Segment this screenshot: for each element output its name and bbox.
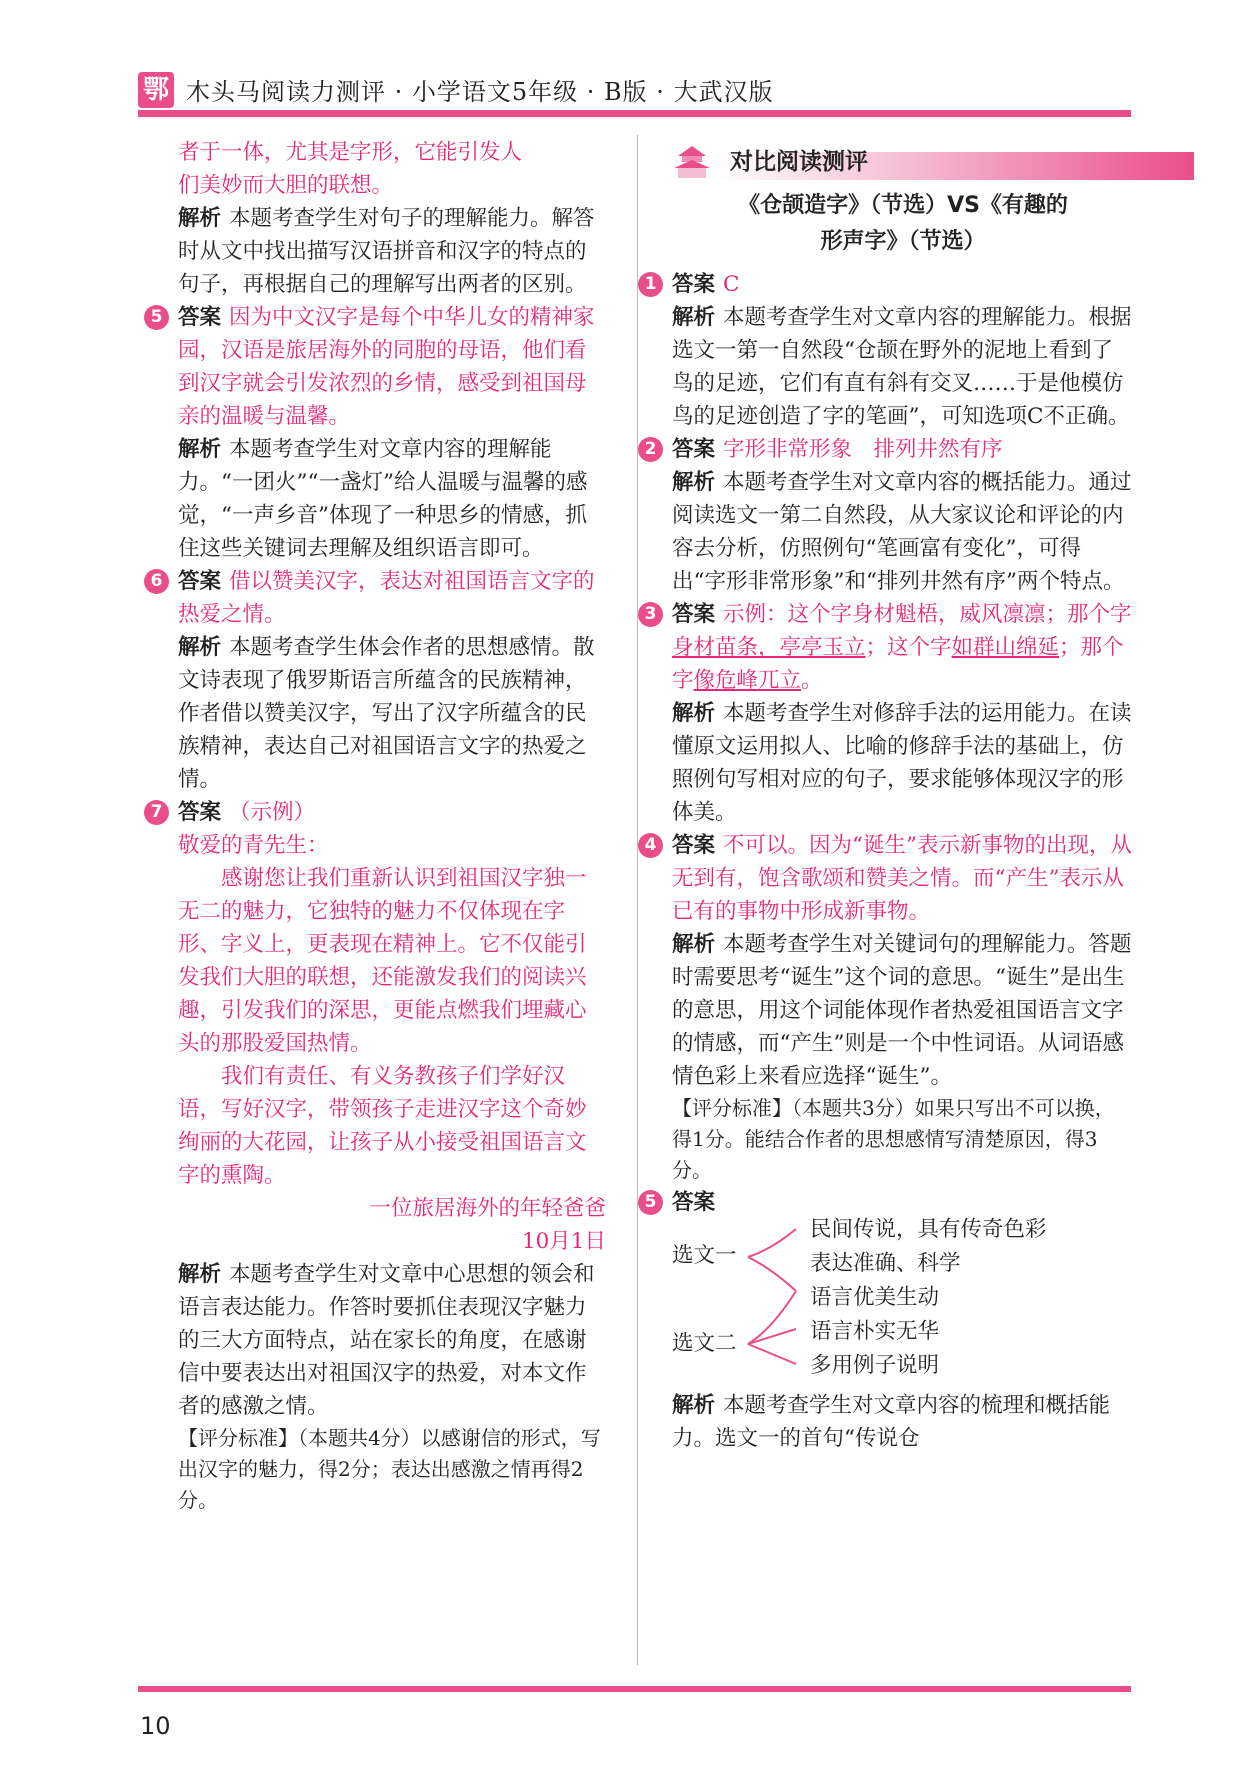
r1-answer	[644, 268, 1134, 301]
letter-date: 10月1日	[521, 1229, 606, 1254]
r3-answer-d: 。	[801, 668, 823, 693]
answer-label: 答案	[178, 569, 222, 594]
r2-analysis	[672, 466, 1134, 598]
q5-analysis	[178, 433, 606, 565]
right-column	[644, 140, 1134, 1455]
analysis-label: 解析	[672, 701, 716, 726]
letter-signature: 一位旅居海外的年轻爸爸	[369, 1196, 606, 1221]
diagram-item-1: 民间传说，具有传奇色彩	[810, 1217, 1047, 1242]
r4-answer	[644, 829, 1134, 928]
r3-answer	[644, 598, 1134, 697]
q7-number: 7	[144, 800, 169, 825]
q5-answer-text: 因为中文汉字是每个中华儿女的精神家园，汉语是旅居海外的同胞的母语，他们看到汉字就会引发浓烈的乡情，感受到祖国母亲的温暖与温馨。	[178, 305, 595, 429]
r1-answer-text: C	[723, 272, 740, 297]
q7-analysis-text: 本题考查学生对文章中心思想的领会和语言表达能力。作答时要抓住表现汉字魅力的三大方面特点，站在家长的角度，在感谢信中要表达出对祖国汉字的热爱，对本文作者的感激之情。	[178, 1262, 595, 1419]
r4-analysis	[672, 928, 1134, 1093]
r3-answer-b: ；这个字	[865, 635, 952, 660]
diagram-item-5: 多用例子说明	[810, 1353, 940, 1378]
analysis-label: 解析	[672, 1393, 716, 1418]
r3-analysis-text: 本题考查学生对修辞手法的运用能力。在读懂原文运用拟人、比喻的修辞手法的基础上，仿照例句写相对应的句子，要求能够体现汉字的形体美。	[672, 701, 1132, 825]
header-rule	[138, 110, 1131, 117]
r1-number: 1	[638, 272, 663, 297]
r2-number: 2	[638, 437, 663, 462]
answer-label: 答案	[672, 1190, 716, 1215]
r1-analysis-text: 本题考查学生对文章内容的理解能力。根据选文一第一自然段“仓颉在野外的泥地上看到了鸟的足迹，它们有直有斜有交叉……于是他模仿鸟的足迹创造了字的笔画”，可知选项C不正确。	[672, 305, 1132, 429]
analysis-label: 解析	[178, 635, 222, 660]
r2-answer	[644, 433, 1134, 466]
q7-answer	[150, 796, 606, 829]
analysis-label: 解析	[178, 1262, 222, 1287]
r3-number: 3	[638, 602, 663, 627]
q4-answer-line-1: 者于一体，尤其是字形，它能引发人	[178, 140, 523, 165]
r3-answer-c: ；那个字	[672, 635, 1124, 693]
r3-answer-underline-3: 像危峰兀立	[693, 668, 802, 693]
answer-label: 答案	[672, 272, 716, 297]
analysis-label: 解析	[672, 470, 716, 495]
analysis-label: 解析	[672, 932, 716, 957]
analysis-label: 解析	[178, 437, 222, 462]
r4-scoring-standard: 【评分标准】（本题共3分）如果只写出不可以换，得1分。能结合作者的思想感情写清楚原因，得3分。	[672, 1096, 1115, 1182]
q6-number: 6	[144, 569, 169, 594]
r5-analysis	[672, 1389, 1134, 1455]
diagram-item-4: 语言朴实无华	[810, 1319, 940, 1344]
answer-label: 答案	[672, 437, 716, 462]
r2-answer-text: 字形非常形象 排列井然有序	[723, 437, 1003, 462]
r3-answer-underline-2: 如群山绵延	[951, 635, 1060, 660]
reading-subtitle-line-2: 形声字》（节选）	[820, 229, 986, 254]
reading-subtitle-line-1: 《仓颉造字》（节选）VS《有趣的	[738, 193, 1068, 218]
q5-analysis-text: 本题考查学生对文章内容的理解能力。“一团火”“一盏灯”给人温暖与温馨的感觉，“一声乡音”体现了一种思乡的情感，抓住这些关键词去理解及组织语言即可。	[178, 437, 588, 561]
q6-analysis-text: 本题考查学生体会作者的思想感情。散文诗表现了俄罗斯语言所蕴含的民族精神，作者借以赞美汉字，写出了汉字所蕴含的民族精神，表达自己对祖国语言文字的热爱之情。	[178, 635, 595, 792]
section-header	[672, 140, 1134, 188]
analysis-label: 解析	[178, 206, 222, 231]
q5-number: 5	[144, 305, 169, 330]
r4-answer-text: 不可以。因为“诞生”表示新事物的出现，从无到有，饱含歌颂和赞美之情。而“产生”表示从已有的事物中形成新事物。	[672, 833, 1133, 924]
q5-answer	[150, 301, 606, 433]
r4-analysis-text: 本题考查学生对关键词句的理解能力。答题时需要思考“诞生”这个词的意思。“诞生”是出生的意思，用这个词能体现作者热爱祖国语言文字的情感，而“产生”则是一个中性词语。从词语感情色彩上来看应选择“诞生”。	[672, 932, 1132, 1089]
q6-answer	[150, 565, 606, 631]
answer-label: 答案	[672, 602, 716, 627]
q6-analysis	[178, 631, 606, 796]
q7-analysis	[178, 1258, 606, 1423]
book-title: 木头马阅读力测评 · 小学语文5年级 · B版 · 大武汉版	[186, 78, 774, 106]
r3-answer-a: 示例：这个字身材魁梧，威风凛凛；那个字	[723, 602, 1132, 627]
letter-paragraph-1: 感谢您让我们重新认识到祖国汉字独一无二的魅力，它独特的魅力不仅体现在字形、字义上，更表现在精神上。它不仅能引发我们大胆的联想，还能激发我们的阅读兴趣，引发我们的深思，更能点燃我们埋藏心头的那股爱国热情。	[178, 866, 587, 1056]
r4-number: 4	[638, 833, 663, 858]
q4-analysis-text: 本题考查学生对句子的理解能力。解答时从文中找出描写汉语拼音和汉字的特点的句子，再根据自己的理解写出两者的区别。	[178, 206, 595, 297]
r5-number: 5	[638, 1190, 663, 1215]
r2-analysis-text: 本题考查学生对文章内容的概括能力。通过阅读选文一第二自然段，从大家议论和评论的内容去分析，仿照例句“笔画富有变化”，可得出“字形非常形象”和“排列井然有序”两个特点。	[672, 470, 1132, 594]
diagram-item-3: 语言优美生动	[810, 1285, 940, 1310]
comparison-diagram	[672, 1219, 1134, 1389]
answer-label: 答案	[178, 800, 222, 825]
q6-answer-text: 借以赞美汉字，表达对祖国语言文字的热爱之情。	[178, 569, 595, 627]
section-title: 对比阅读测评	[730, 149, 868, 175]
column-separator	[637, 135, 638, 1665]
letter-greeting: 敬爱的青先生：	[178, 833, 329, 858]
footer-rule	[138, 1686, 1131, 1692]
region-badge: 鄂	[138, 72, 174, 108]
diagram-item-2: 表达准确、科学	[810, 1251, 961, 1276]
q4-analysis	[178, 202, 606, 301]
r5-analysis-text: 本题考查学生对文章内容的梳理和概括能力。选文一的首句“传说仓	[672, 1393, 1111, 1451]
r3-analysis	[672, 697, 1134, 829]
diagram-text-1-label: 选文一	[672, 1243, 737, 1268]
q7-scoring-standard: 【评分标准】（本题共4分）以感谢信的形式，写出汉字的魅力，得2分；表达出感激之情再得2分。	[178, 1426, 601, 1512]
answer-label: 答案	[672, 833, 716, 858]
letter-paragraph-2: 我们有责任、有义务教孩子们学好汉语，写好汉字，带领孩子走进汉字这个奇妙绚丽的大花园，让孩子从小接受祖国语言文字的熏陶。	[178, 1064, 587, 1188]
analysis-label: 解析	[672, 305, 716, 330]
r1-analysis	[672, 301, 1134, 433]
answer-label: 答案	[178, 305, 222, 330]
page-number: 10	[140, 1712, 171, 1740]
pagoda-icon	[672, 144, 712, 180]
diagram-text-2-label: 选文二	[672, 1331, 737, 1356]
r3-answer-underline-1: 身材苗条，亭亭玉立	[672, 635, 866, 660]
q7-example-tag: （示例）	[229, 800, 316, 825]
q4-answer-line-2: 们美妙而大胆的联想。	[178, 173, 394, 198]
left-column	[150, 136, 606, 1516]
